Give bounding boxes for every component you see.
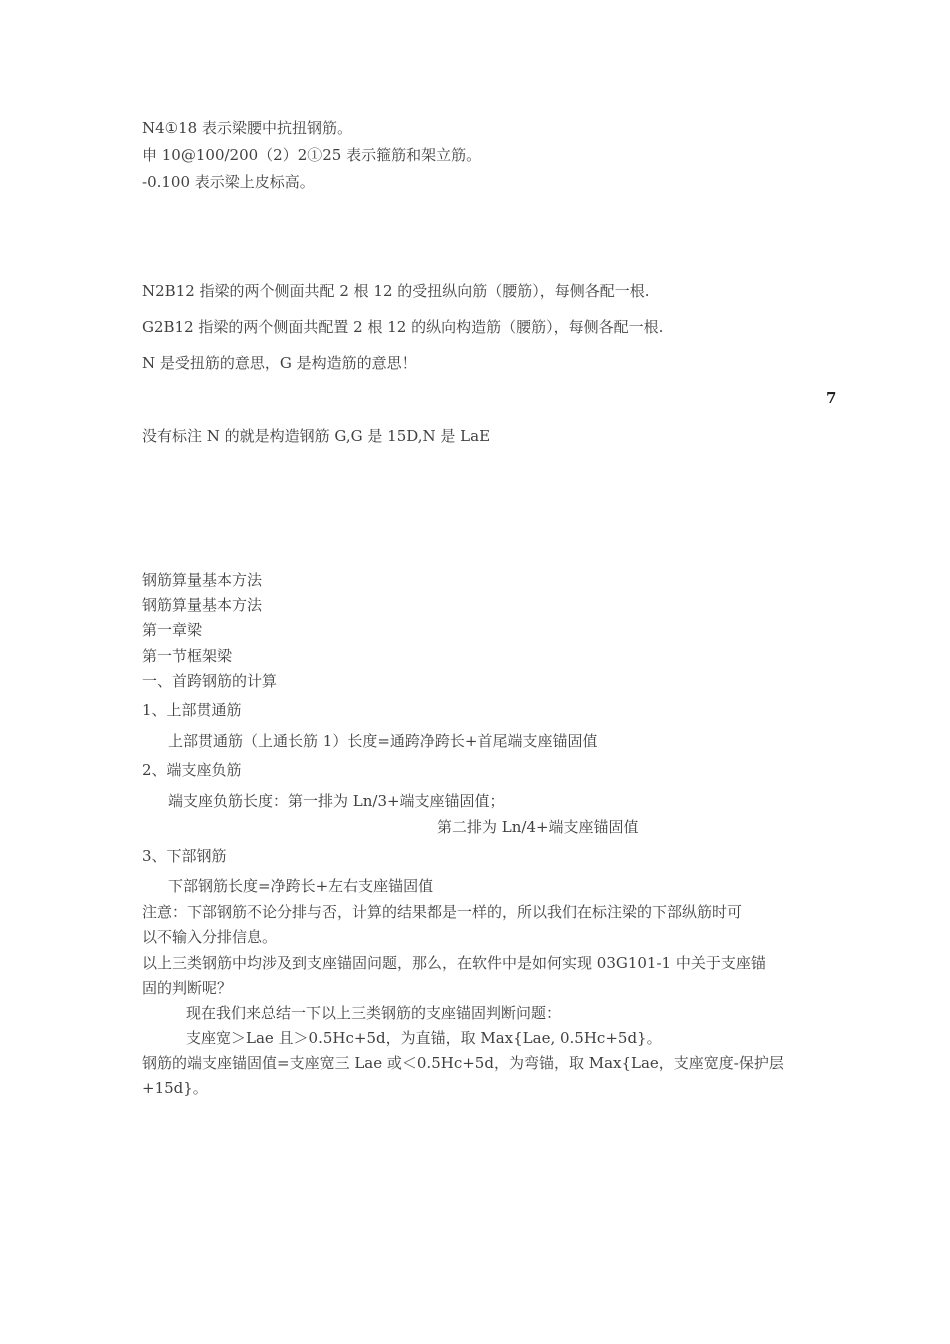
item2-formula-first-row: 端支座负筋长度：第一排为 Ln/3+端支座锚固值； — [168, 792, 505, 810]
text-line-elevation: -0.100 表示梁上皮标高。 — [142, 173, 315, 191]
section-title: 钢筋算量基本方法 — [142, 571, 263, 589]
text-line-n-g-meaning: N 是受扭筋的意思，G 是构造筋的意思！ — [142, 354, 417, 372]
notice-line-2: 以不输入分排信息。 — [142, 928, 278, 946]
text-line-stirrup: 申 10@100/200（2）2①25 表示箍筋和架立筋。 — [142, 146, 482, 164]
paragraph-line-2: 固的判断呢？ — [142, 979, 233, 997]
item3-formula: 下部钢筋长度=净跨长+左右支座锚固值 — [168, 877, 434, 895]
item1-title: 1、上部贯通筋 — [142, 701, 242, 719]
chapter-heading: 第一章梁 — [142, 621, 203, 639]
text-line-g2b12: G2B12 指梁的两个侧面共配置 2 根 12 的纵向构造筋（腰筋），每侧各配一根. — [142, 318, 664, 336]
rule-bent-anchor-line-2: +15d}。 — [142, 1079, 208, 1097]
item3-title: 3、下部钢筋 — [142, 847, 227, 865]
text-line-n2b12: N2B12 指梁的两个侧面共配 2 根 12 的受扭纵向筋（腰筋），每侧各配一根. — [142, 282, 650, 300]
item2-formula-second-row: 第二排为 Ln/4+端支座锚固值 — [437, 818, 639, 836]
item2-title: 2、端支座负筋 — [142, 761, 242, 779]
part-heading: 一、首跨钢筋的计算 — [142, 672, 278, 690]
summary-line: 现在我们来总结一下以上三类钢筋的支座锚固判断问题： — [186, 1004, 562, 1022]
rule-straight-anchor: 支座宽＞Lae 且＞0.5Hc+5d，为直锚，取 Max{Lae, 0.5Hc+5d}。 — [186, 1029, 662, 1047]
item1-formula: 上部贯通筋（上通长筋 1）长度=通跨净跨长+首尾端支座锚固值 — [168, 732, 598, 750]
text-line-no-n-note: 没有标注 N 的就是构造钢筋 G,G 是 15D,N 是 LaE — [142, 427, 491, 445]
section-title-repeat: 钢筋算量基本方法 — [142, 596, 263, 614]
page-number: 7 — [826, 389, 837, 407]
rule-bent-anchor-line-1: 钢筋的端支座锚固值=支座宽三 Lae 或＜0.5Hc+5d，为弯锚，取 Max{Lae，支座宽度-保护层 — [142, 1054, 784, 1072]
paragraph-line-1: 以上三类钢筋中均涉及到支座锚固问题，那么，在软件中是如何实现 03G101-1 中关于支座锚 — [142, 954, 766, 972]
notice-line-1: 注意：下部钢筋不论分排与否，计算的结果都是一样的，所以我们在标注梁的下部纵筋时可 — [142, 903, 743, 921]
text-line-n4-torsion: N4①18 表示梁腰中抗扭钢筋。 — [142, 119, 352, 137]
subsection-heading: 第一节框架梁 — [142, 647, 233, 665]
